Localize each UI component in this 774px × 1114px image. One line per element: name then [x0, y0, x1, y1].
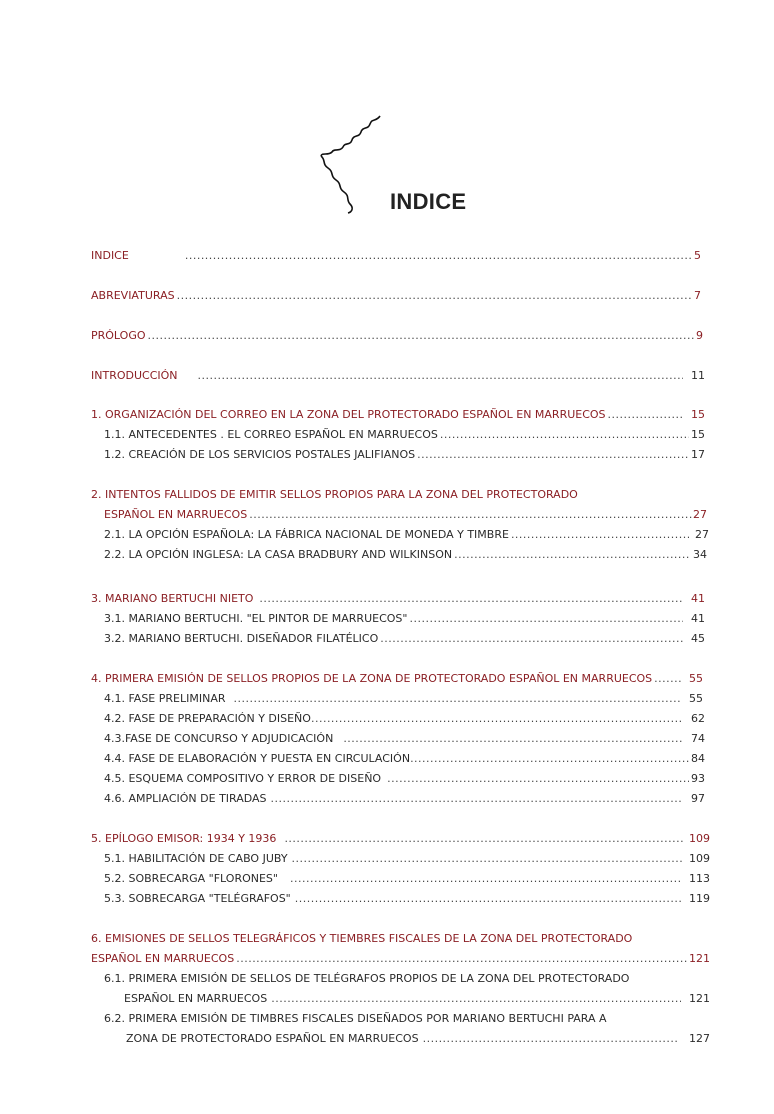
leader-dots [234, 692, 682, 706]
toc-entry-1-1[interactable] [104, 428, 705, 442]
toc-entry-4-2[interactable] [104, 712, 705, 726]
toc-page: 74 [691, 732, 705, 745]
toc-label: INDICE [91, 249, 129, 262]
toc-label: 1.1. ANTECEDENTES . EL CORREO ESPAÑOL EN MARRUECOS [104, 428, 438, 441]
toc-label: 2.1. LA OPCIÓN ESPAÑOLA: LA FÁBRICA NACIONAL DE MONEDA Y TIMBRE [104, 528, 509, 541]
leader-dots [311, 712, 683, 726]
toc-entry-2-1[interactable] [104, 528, 709, 542]
page-title: INDICE [390, 189, 467, 214]
leader-dots [185, 249, 692, 263]
leader-dots [198, 369, 683, 383]
leader-dots [249, 508, 693, 522]
toc-page: 15 [691, 408, 705, 421]
toc-label: 4.5. ESQUEMA COMPOSITIVO Y ERROR DE DISEÑO [104, 772, 382, 785]
leader-dots [417, 448, 689, 462]
toc-label: 2.2. LA OPCIÓN INGLESA: LA CASA BRADBURY AND WILKINSON [104, 548, 453, 561]
toc-page: 5 [694, 249, 701, 262]
toc-label: ESPAÑOL EN MARRUECOS [104, 508, 248, 521]
leader-dots [177, 289, 692, 303]
toc-entry-prologo[interactable] [91, 329, 703, 343]
leader-dots [236, 952, 689, 966]
leader-dots [380, 632, 683, 646]
toc-entry-1-2[interactable] [104, 448, 705, 462]
leader-dots [454, 548, 691, 562]
toc-page: 11 [691, 369, 705, 382]
toc-page: 9 [696, 329, 703, 342]
toc-label: PRÓLOGO [91, 329, 146, 342]
leader-dots [343, 732, 683, 746]
toc-label: 3. MARIANO BERTUCHI NIETO [91, 592, 254, 605]
toc-label: 4.4. FASE DE ELABORACIÓN Y PUESTA EN CIRCULACIÓN [104, 752, 411, 765]
toc-entry-3-2[interactable] [104, 632, 705, 646]
toc-page: 93 [691, 772, 705, 785]
toc-entry-chapter-2-line1: 2. INTENTOS FALLIDOS DE EMITIR SELLOS PROPIOS PARA LA ZONA DEL PROTECTORADO [91, 488, 578, 501]
toc-page: 109 [689, 832, 710, 845]
toc-page: 127 [689, 1032, 710, 1045]
toc-entry-chapter-2[interactable] [104, 508, 707, 522]
toc-page: 41 [691, 592, 705, 605]
toc-entry-chapter-3[interactable] [91, 592, 705, 606]
leader-dots [654, 672, 681, 686]
toc-page: 27 [695, 528, 709, 541]
toc-label: ABREVIATURAS [91, 289, 175, 302]
toc-page: 121 [689, 992, 710, 1005]
toc-label: 1.2. CREACIÓN DE LOS SERVICIOS POSTALES JALIFIANOS [104, 448, 416, 461]
toc-entry-6-1-line1: 6.1. PRIMERA EMISIÓN DE SELLOS DE TELÉGRAFOS PROPIOS DE LA ZONA DEL PROTECTORADO [104, 972, 630, 985]
toc-label: ESPAÑOL EN MARRUECOS [91, 952, 235, 965]
toc-label: 4.6. AMPLIACIÓN DE TIRADAS [104, 792, 267, 805]
toc-entry-chapter-5[interactable] [91, 832, 710, 846]
toc-entry-4-1[interactable] [104, 692, 703, 706]
toc-label: 5.1. HABILITACIÓN DE CABO JUBY [104, 852, 288, 865]
leader-dots [410, 752, 689, 766]
toc-entry-chapter-6[interactable] [91, 952, 710, 966]
toc-label: 5.3. SOBRECARGA "TELÉGRAFOS" [104, 892, 291, 905]
toc-label: 3.1. MARIANO BERTUCHI. "EL PINTOR DE MARRUECOS" [104, 612, 408, 625]
toc-page: 15 [691, 428, 705, 441]
toc-page: 55 [689, 672, 703, 685]
toc-page: 45 [691, 632, 705, 645]
toc-entry-6-1[interactable] [124, 992, 710, 1006]
leader-dots [409, 612, 683, 626]
leader-dots [148, 329, 694, 343]
toc-page: 62 [691, 712, 705, 725]
toc-page: 109 [689, 852, 710, 865]
toc-label: ZONA DE PROTECTORADO ESPAÑOL EN MARRUECOS [126, 1032, 419, 1045]
leader-dots [284, 832, 683, 846]
toc-entry-4-3[interactable] [104, 732, 705, 746]
toc-page: 17 [691, 448, 705, 461]
toc-label: 1. ORGANIZACIÓN DEL CORREO EN LA ZONA DEL PROTECTORADO ESPAÑOL EN MARRUECOS [91, 408, 606, 421]
toc-entry-abreviaturas[interactable] [91, 289, 701, 303]
leader-dots [295, 892, 681, 906]
toc-entry-5-3[interactable] [104, 892, 710, 906]
leader-dots [608, 408, 683, 422]
leader-dots [511, 528, 689, 542]
ornament-squiggle [318, 114, 388, 216]
toc-label: 5.2. SOBRECARGA "FLORONES" [104, 872, 278, 885]
toc-page: 27 [693, 508, 707, 521]
toc-entry-6-2-line1: 6.2. PRIMERA EMISIÓN DE TIMBRES FISCALES DISEÑADOS POR MARIANO BERTUCHI PARA A [104, 1012, 607, 1025]
toc-label: 4.2. FASE DE PREPARACIÓN Y DISEÑO [104, 712, 311, 725]
toc-entry-5-2[interactable] [104, 872, 710, 886]
toc-entry-chapter-6-line1: 6. EMISIONES DE SELLOS TELEGRÁFICOS Y TIEMBRES FISCALES DE LA ZONA DEL PROTECTORADO [91, 932, 633, 945]
toc-label: ESPAÑOL EN MARRUECOS [124, 992, 268, 1005]
toc-page: 41 [691, 612, 705, 625]
toc-page: 84 [691, 752, 705, 765]
toc-label: 3.2. MARIANO BERTUCHI. DISEÑADOR FILATÉLICO [104, 632, 379, 645]
toc-page: 121 [689, 952, 710, 965]
leader-dots [387, 772, 689, 786]
toc-entry-5-1[interactable] [104, 852, 710, 866]
toc-entry-indice[interactable] [91, 249, 701, 263]
toc-label: 5. EPÍLOGO EMISOR: 1934 Y 1936 [91, 832, 277, 845]
toc-entry-introduccion[interactable] [91, 369, 705, 383]
leader-dots [292, 852, 683, 866]
leader-dots [290, 872, 681, 886]
toc-entry-chapter-4[interactable] [91, 672, 703, 686]
toc-page: 113 [689, 872, 710, 885]
leader-dots [423, 1032, 679, 1046]
toc-entry-6-2[interactable] [126, 1032, 710, 1046]
toc-page: 119 [689, 892, 710, 905]
toc-label: INTRODUCCIÓN [91, 369, 178, 382]
toc-page: 34 [693, 548, 707, 561]
leader-dots [271, 792, 683, 806]
toc-label: 4.1. FASE PRELIMINAR [104, 692, 226, 705]
toc-label: 4. PRIMERA EMISIÓN DE SELLOS PROPIOS DE LA ZONA DE PROTECTORADO ESPAÑOL EN MARRUECOS [91, 672, 653, 685]
toc-entry-4-4[interactable] [104, 752, 705, 766]
toc-page: 55 [689, 692, 703, 705]
toc-page: 97 [691, 792, 705, 805]
toc-entry-2-2[interactable] [104, 548, 707, 562]
leader-dots [440, 428, 689, 442]
leader-dots [271, 992, 681, 1006]
toc-entry-4-5[interactable] [104, 772, 705, 786]
toc-entry-chapter-1[interactable] [91, 408, 705, 422]
leader-dots [259, 592, 683, 606]
toc-entry-3-1[interactable] [104, 612, 705, 626]
toc-label: 4.3.FASE DE CONCURSO Y ADJUDICACIÓN [104, 732, 334, 745]
toc-page: 7 [694, 289, 701, 302]
toc-entry-4-6[interactable] [104, 792, 705, 806]
